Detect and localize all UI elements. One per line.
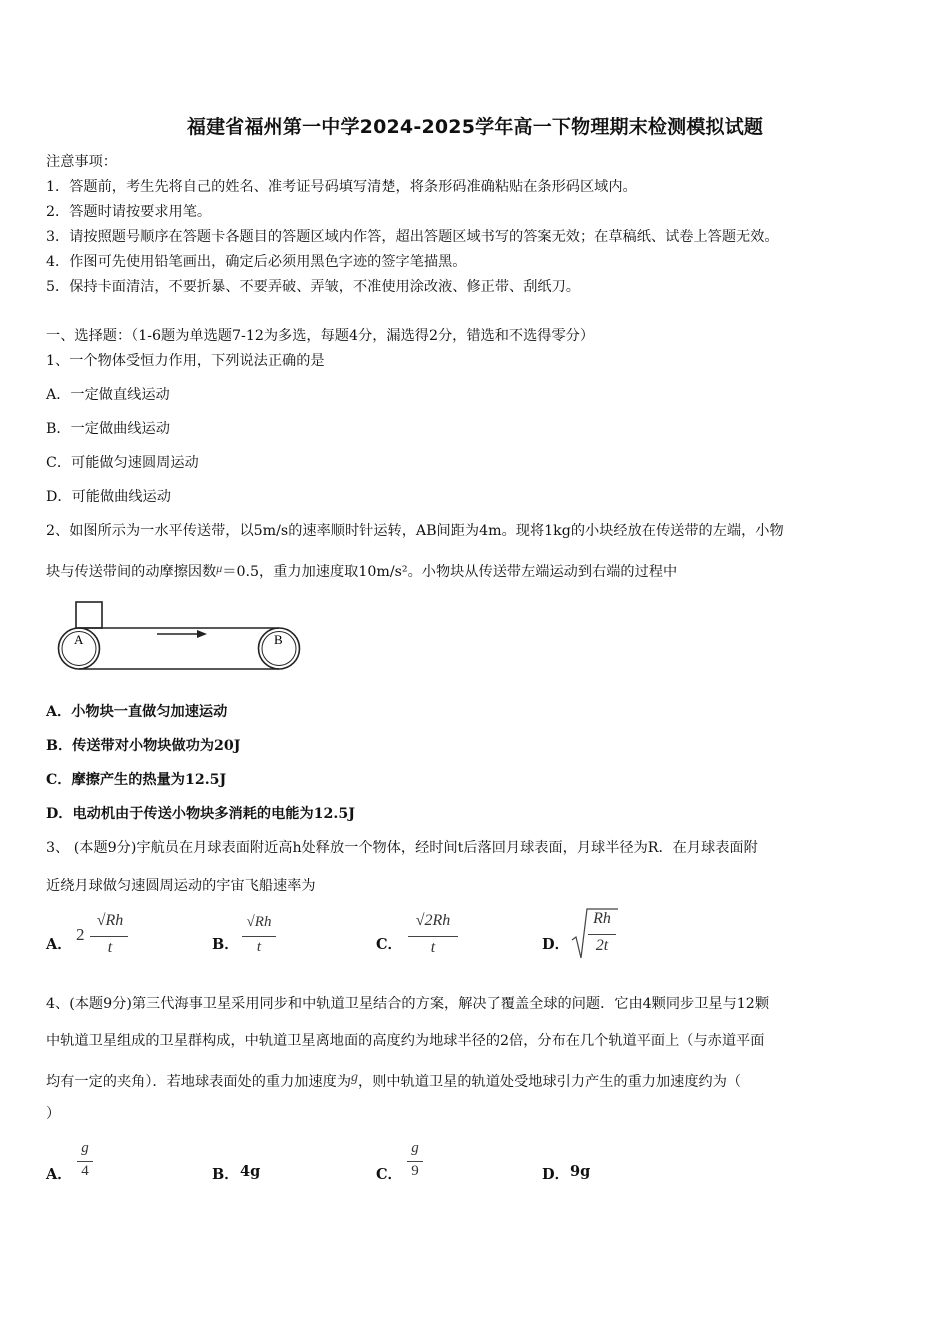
page-title: 福建省福州第一中学2024-2025学年高一下物理期末检测模拟试题 bbox=[186, 116, 764, 138]
q4-line3-text: 均有一定的夹角）．若地球表面处的重力加速度为 bbox=[46, 1074, 352, 1090]
q3-option-d-formula bbox=[584, 910, 620, 960]
q4-a-bar bbox=[77, 1161, 93, 1162]
q4-c-numerator: g bbox=[411, 1140, 419, 1156]
q2-line2-text: 块与传送带间的动摩擦因数 bbox=[46, 564, 217, 580]
label-a: A bbox=[74, 632, 84, 647]
notice-item-3: 3．请按照题号顺序在答题卡各题目的答题区域内作答，超出答题区域书写的答案无效；在草稿纸、试卷上答题无效。 bbox=[46, 229, 779, 245]
q2-line2 bbox=[46, 558, 677, 582]
arrow-head bbox=[197, 630, 207, 638]
q4-option-c-formula bbox=[404, 1140, 426, 1186]
q4-line2: 中轨道卫星组成的卫星群构成，中轨道卫星离地面的高度约为地球半径的2倍，分布在几个轨道平面上（与赤道平面 bbox=[46, 1033, 765, 1049]
notice-heading: 注意事项： bbox=[46, 154, 117, 170]
q3-d-numerator: Rh bbox=[593, 910, 611, 927]
q3-b-bar bbox=[242, 936, 276, 937]
q3-c-numerator: √2Rh bbox=[415, 912, 451, 929]
q3-d-bar bbox=[588, 934, 616, 935]
q3-b-denominator: t bbox=[256, 939, 262, 955]
q4-line1: 4、(本题9分)第三代海事卫星采用同步和中轨道卫星结合的方案，解决了覆盖全球的问题．它由4颗同步卫星与12颗 bbox=[46, 996, 770, 1012]
notice-item-1: 1．答题前，考生先将自己的姓名、准考证号码填写清楚，将条形码准确粘贴在条形码区域内。 bbox=[46, 179, 637, 195]
q3-option-b-formula bbox=[238, 914, 280, 962]
g-symbol: g bbox=[351, 1070, 359, 1085]
q2-line2-rest: ＝0.5，重力加速度取10m/s²。小物块从传送带左端运动到右端的过程中 bbox=[222, 564, 678, 580]
q3-a-denominator: t bbox=[107, 939, 113, 956]
q3-option-d-label: D． bbox=[542, 936, 570, 953]
q2-option-b: B．传送带对小物块做功为20J bbox=[46, 738, 241, 754]
q4-option-c-label: C． bbox=[376, 1166, 403, 1183]
q3-option-c-label: C． bbox=[376, 936, 403, 953]
q4-option-d-label: D． bbox=[542, 1166, 570, 1183]
q1-option-d: D．可能做曲线运动 bbox=[46, 489, 171, 505]
q1-option-b: B．一定做曲线运动 bbox=[46, 421, 170, 437]
q4-a-numerator: g bbox=[81, 1140, 89, 1156]
q2-option-d: D．电动机由于传送小物块多消耗的电能为12.5J bbox=[46, 806, 355, 822]
q3-option-a-formula bbox=[76, 912, 136, 962]
conveyor-belt-figure bbox=[54, 597, 304, 677]
q3-b-numerator: √Rh bbox=[246, 914, 272, 930]
q3-c-denominator: t bbox=[430, 939, 436, 956]
q3-a-bar bbox=[90, 936, 128, 937]
section-heading: 一、选择题：（1-6题为单选题7-12为多选，每题4分，漏选得2分，错选和不选得零分） bbox=[46, 328, 595, 344]
q3-a-coef: 2 bbox=[76, 925, 85, 944]
q4-option-a-formula bbox=[74, 1140, 96, 1186]
q2-option-c: C．摩擦产生的热量为12.5J bbox=[46, 772, 227, 788]
mu-symbol: μ bbox=[216, 561, 223, 575]
q3-c-bar bbox=[408, 936, 458, 937]
q4-option-a-label: A． bbox=[46, 1166, 72, 1183]
q4-option-b-value: 4g bbox=[240, 1163, 261, 1180]
q3-a-numerator: √Rh bbox=[96, 912, 124, 929]
q4-option-d-value: 9g bbox=[570, 1163, 591, 1180]
q1-stem: 1、一个物体受恒力作用，下列说法正确的是 bbox=[46, 353, 325, 369]
q4-c-denominator: 9 bbox=[411, 1163, 419, 1179]
q4-line3-rest: ，则中轨道卫星的轨道处受地球引力产生的重力加速度约为（ bbox=[358, 1074, 742, 1090]
q4-option-b-label: B． bbox=[212, 1166, 239, 1183]
q3-option-b-label: B． bbox=[212, 936, 239, 953]
q2-line1: 2、如图所示为一水平传送带，以5m/s的速率顺时针运转，AB间距为4m。现将1kg的小块经放在传送带的左端，小物 bbox=[46, 523, 784, 539]
q4-line3 bbox=[46, 1068, 741, 1092]
q4-line4: ） bbox=[46, 1106, 61, 1122]
q3-line2: 近绕月球做匀速圆周运动的宇宙飞船速率为 bbox=[46, 878, 316, 894]
small-block bbox=[76, 602, 102, 628]
q3-option-c-formula bbox=[404, 912, 462, 962]
q1-option-a: A．一定做直线运动 bbox=[46, 387, 170, 403]
q1-option-c: C．可能做匀速圆周运动 bbox=[46, 455, 199, 471]
notice-item-5: 5．保持卡面清洁，不要折暴、不要弄破、弄皱，不准使用涂改液、修正带、刮纸刀。 bbox=[46, 279, 580, 295]
q4-c-bar bbox=[407, 1161, 423, 1162]
notice-item-2: 2．答题时请按要求用笔。 bbox=[46, 204, 212, 220]
notice-item-4: 4．作图可先使用铅笔画出，确定后必须用黑色字迹的签字笔描黑。 bbox=[46, 254, 467, 270]
q4-a-denominator: 4 bbox=[81, 1163, 89, 1179]
q2-option-a: A．小物块一直做匀加速运动 bbox=[46, 704, 228, 720]
q3-d-denominator: 2t bbox=[595, 937, 609, 954]
q3-option-a-label: A． bbox=[46, 936, 72, 953]
label-b: B bbox=[274, 632, 283, 647]
q3-line1: 3、 (本题9分)宇航员在月球表面附近高h处释放一个物体，经时间t后落回月球表面，月球半径为R．在月球表面附 bbox=[46, 840, 758, 856]
